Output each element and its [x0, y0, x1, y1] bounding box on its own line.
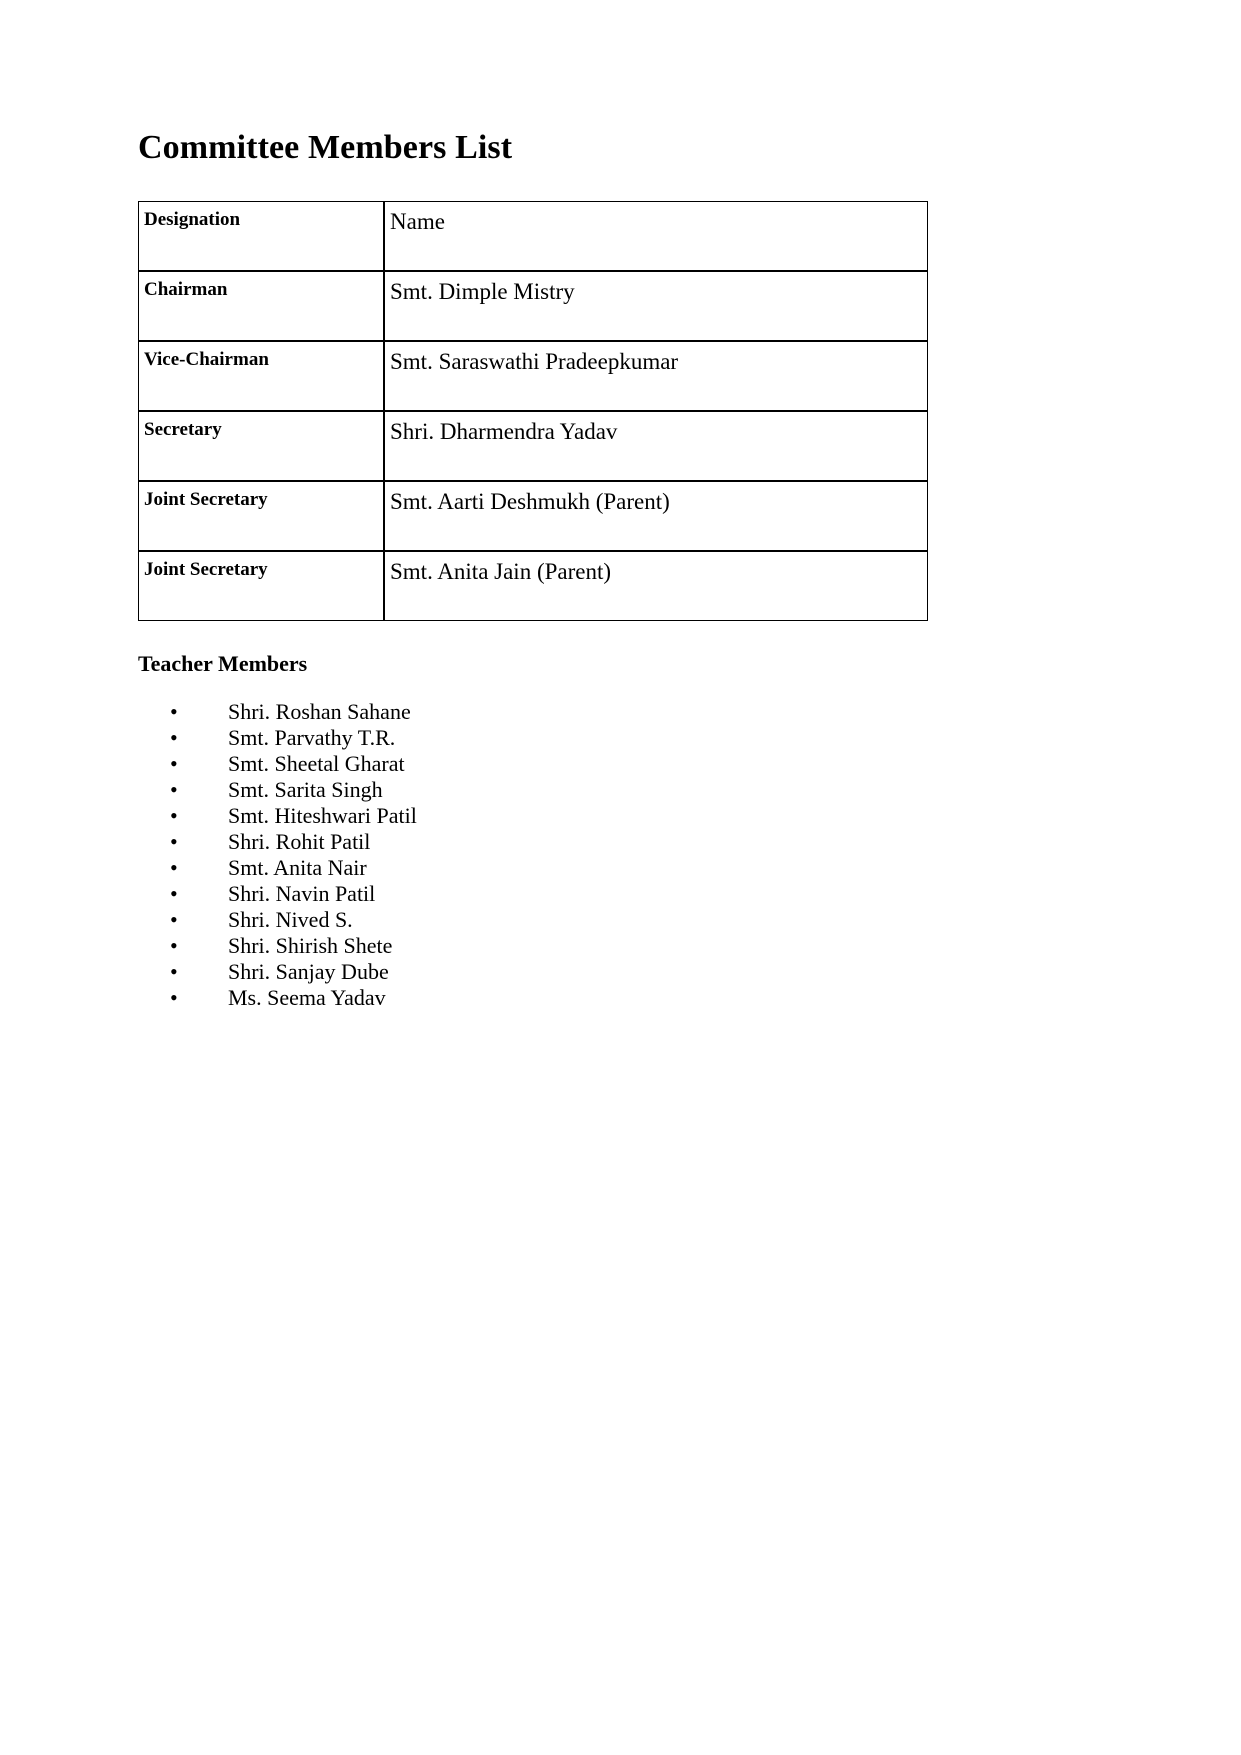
bullet-icon: • — [170, 829, 178, 855]
cell-designation: Vice-Chairman — [138, 341, 384, 411]
list-item-label: Smt. Sarita Singh — [228, 777, 383, 803]
list-item-label: Ms. Seema Yadav — [228, 985, 386, 1011]
list-item — [166, 933, 938, 959]
teacher-members-heading: Teacher Members — [138, 651, 308, 677]
list-item — [166, 881, 938, 907]
bullet-icon: • — [170, 855, 178, 881]
table-row — [138, 341, 928, 411]
teacher-members-list — [138, 699, 938, 1011]
list-item — [166, 959, 938, 985]
bullet-icon: • — [170, 881, 178, 907]
list-item — [166, 699, 938, 725]
cell-designation: Chairman — [138, 271, 384, 341]
table-body — [138, 201, 928, 621]
list-item-label: Shri. Shirish Shete — [228, 933, 393, 959]
column-header-name: Name — [384, 201, 928, 271]
bullet-icon: • — [170, 933, 178, 959]
list-item-label: Shri. Navin Patil — [228, 881, 376, 907]
bullet-icon: • — [170, 751, 178, 777]
table-row — [138, 481, 928, 551]
list-item — [166, 907, 938, 933]
table-row — [138, 411, 928, 481]
list-item — [166, 855, 938, 881]
bullet-icon: • — [170, 907, 178, 933]
cell-designation: Joint Secretary — [138, 481, 384, 551]
list-item — [166, 751, 938, 777]
cell-name: Smt. Saraswathi Pradeepkumar — [384, 341, 928, 411]
bullet-icon: • — [170, 777, 178, 803]
cell-name: Shri. Dharmendra Yadav — [384, 411, 928, 481]
cell-name: Smt. Anita Jain (Parent) — [384, 551, 928, 621]
list-item-label: Smt. Hiteshwari Patil — [228, 803, 417, 829]
list-item — [166, 803, 938, 829]
bullet-icon: • — [170, 985, 178, 1011]
list-item-label: Shri. Sanjay Dube — [228, 959, 389, 985]
bullet-icon: • — [170, 725, 178, 751]
cell-name: Smt. Dimple Mistry — [384, 271, 928, 341]
page-title: Committee Members List — [138, 129, 513, 166]
list-item — [166, 725, 938, 751]
table-row — [138, 271, 928, 341]
list-item — [166, 777, 938, 803]
list-item — [166, 829, 938, 855]
bullet-icon: • — [170, 959, 178, 985]
list-item — [166, 985, 938, 1011]
table-header-row — [138, 201, 928, 271]
list-item-label: Shri. Roshan Sahane — [228, 699, 411, 725]
cell-designation: Secretary — [138, 411, 384, 481]
list-item-label: Shri. Rohit Patil — [228, 829, 371, 855]
list-item-label: Shri. Nived S. — [228, 907, 353, 933]
committee-members-table — [138, 201, 928, 621]
list-item-label: Smt. Sheetal Gharat — [228, 751, 405, 777]
cell-designation: Joint Secretary — [138, 551, 384, 621]
list-item-label: Smt. Anita Nair — [228, 855, 367, 881]
column-header-designation: Designation — [138, 201, 384, 271]
bullet-icon: • — [170, 699, 178, 725]
table-row — [138, 551, 928, 621]
cell-name: Smt. Aarti Deshmukh (Parent) — [384, 481, 928, 551]
document-content — [138, 128, 938, 1011]
list-item-label: Smt. Parvathy T.R. — [228, 725, 396, 751]
bullet-icon: • — [170, 803, 178, 829]
